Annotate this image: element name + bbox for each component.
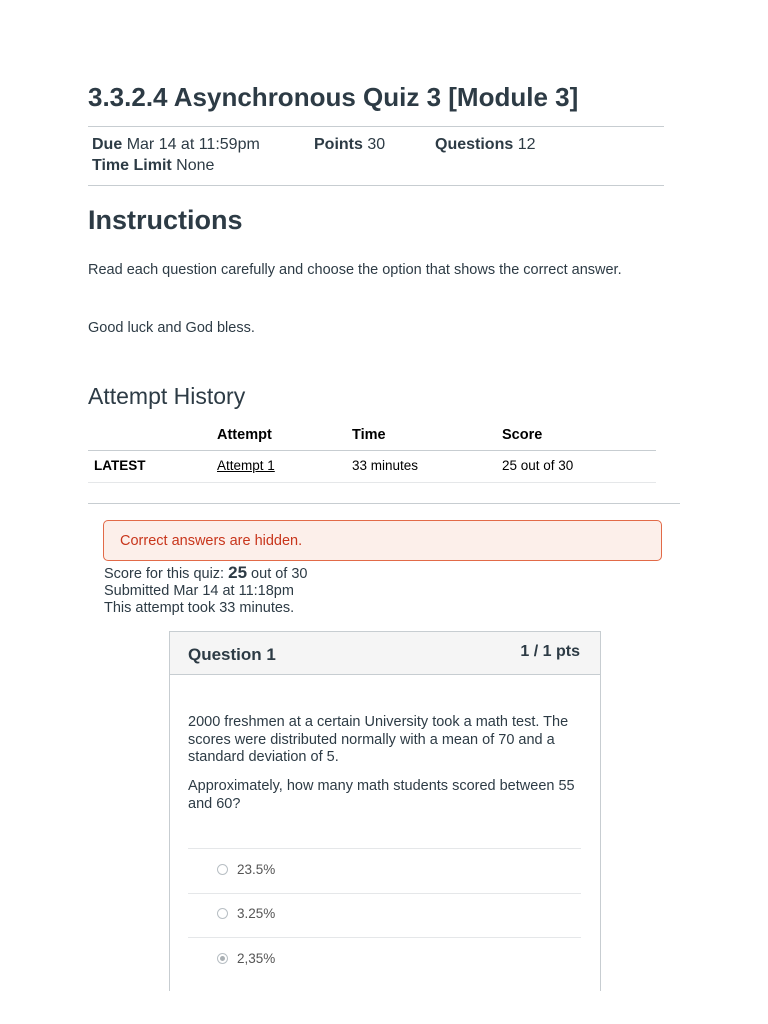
time-limit-detail [92,157,214,175]
instructions-heading: Instructions [88,205,243,235]
question-points: 1 / 1 pts [520,643,580,660]
instructions-paragraph: Good luck and God bless. [88,320,255,336]
question-card [169,631,601,991]
question-title: Question 1 [188,645,276,664]
alert-text: Correct answers are hidden. [120,533,303,549]
attempt-1-link[interactable]: Attempt 1 [217,458,275,473]
divider [88,185,664,186]
points-label: Points [314,136,363,153]
answer-divider [188,937,581,938]
questions-detail [435,136,535,154]
divider [88,503,680,504]
score-suffix: out of 30 [247,566,308,582]
column-header-attempt: Attempt [217,427,272,443]
page-title: 3.3.2.4 Asynchronous Quiz 3 [Module 3] [88,82,579,112]
divider [88,126,664,127]
row-label-latest: LATEST [94,458,146,473]
question-header [170,632,600,675]
column-header-time: Time [352,427,386,443]
score-value: 25 [228,563,248,582]
time-limit-value: None [176,157,215,174]
answer-divider [188,848,581,849]
table-divider [88,450,656,451]
answer-radio-selected[interactable] [217,953,228,964]
points-detail [314,136,385,154]
answer-label: 2,35% [237,951,276,966]
due-detail [92,136,260,154]
answers-hidden-alert [103,520,662,561]
attempt-history-heading: Attempt History [88,383,246,409]
time-limit-label: Time Limit [92,157,172,174]
submitted-text: Submitted Mar 14 at 11:18pm [104,583,294,599]
answer-option [217,862,275,877]
question-prompt: Approximately, how many math students scored between 55 and 60? [188,778,575,812]
questions-label: Questions [435,136,514,153]
question-text: 2000 freshmen at a certain University took a math test. The scores were distributed normally with a mean of 70 and a standard deviation of 5. [188,714,569,765]
attempt-time: 33 minutes [352,458,419,473]
quiz-score-summary [104,564,308,617]
attempt-link-cell [217,458,275,473]
instructions-paragraph: Read each question carefully and choose the option that shows the correct answer. [88,262,622,278]
score-line [104,564,308,583]
due-label: Due [92,136,123,153]
answer-radio[interactable] [217,864,228,875]
questions-value: 12 [517,136,536,153]
answer-divider [188,893,581,894]
score-prefix: Score for this quiz: [104,566,229,582]
attempt-score: 25 out of 30 [502,458,574,473]
answer-option [217,906,275,921]
answer-label: 23.5% [237,862,276,877]
answer-label: 3.25% [237,906,276,921]
answer-option [217,951,275,966]
column-header-score: Score [502,427,543,443]
attempt-duration-text: This attempt took 33 minutes. [104,600,295,616]
points-value: 30 [367,136,386,153]
due-value: Mar 14 at 11:59pm [126,136,260,153]
answer-radio[interactable] [217,908,228,919]
table-divider [88,482,656,483]
